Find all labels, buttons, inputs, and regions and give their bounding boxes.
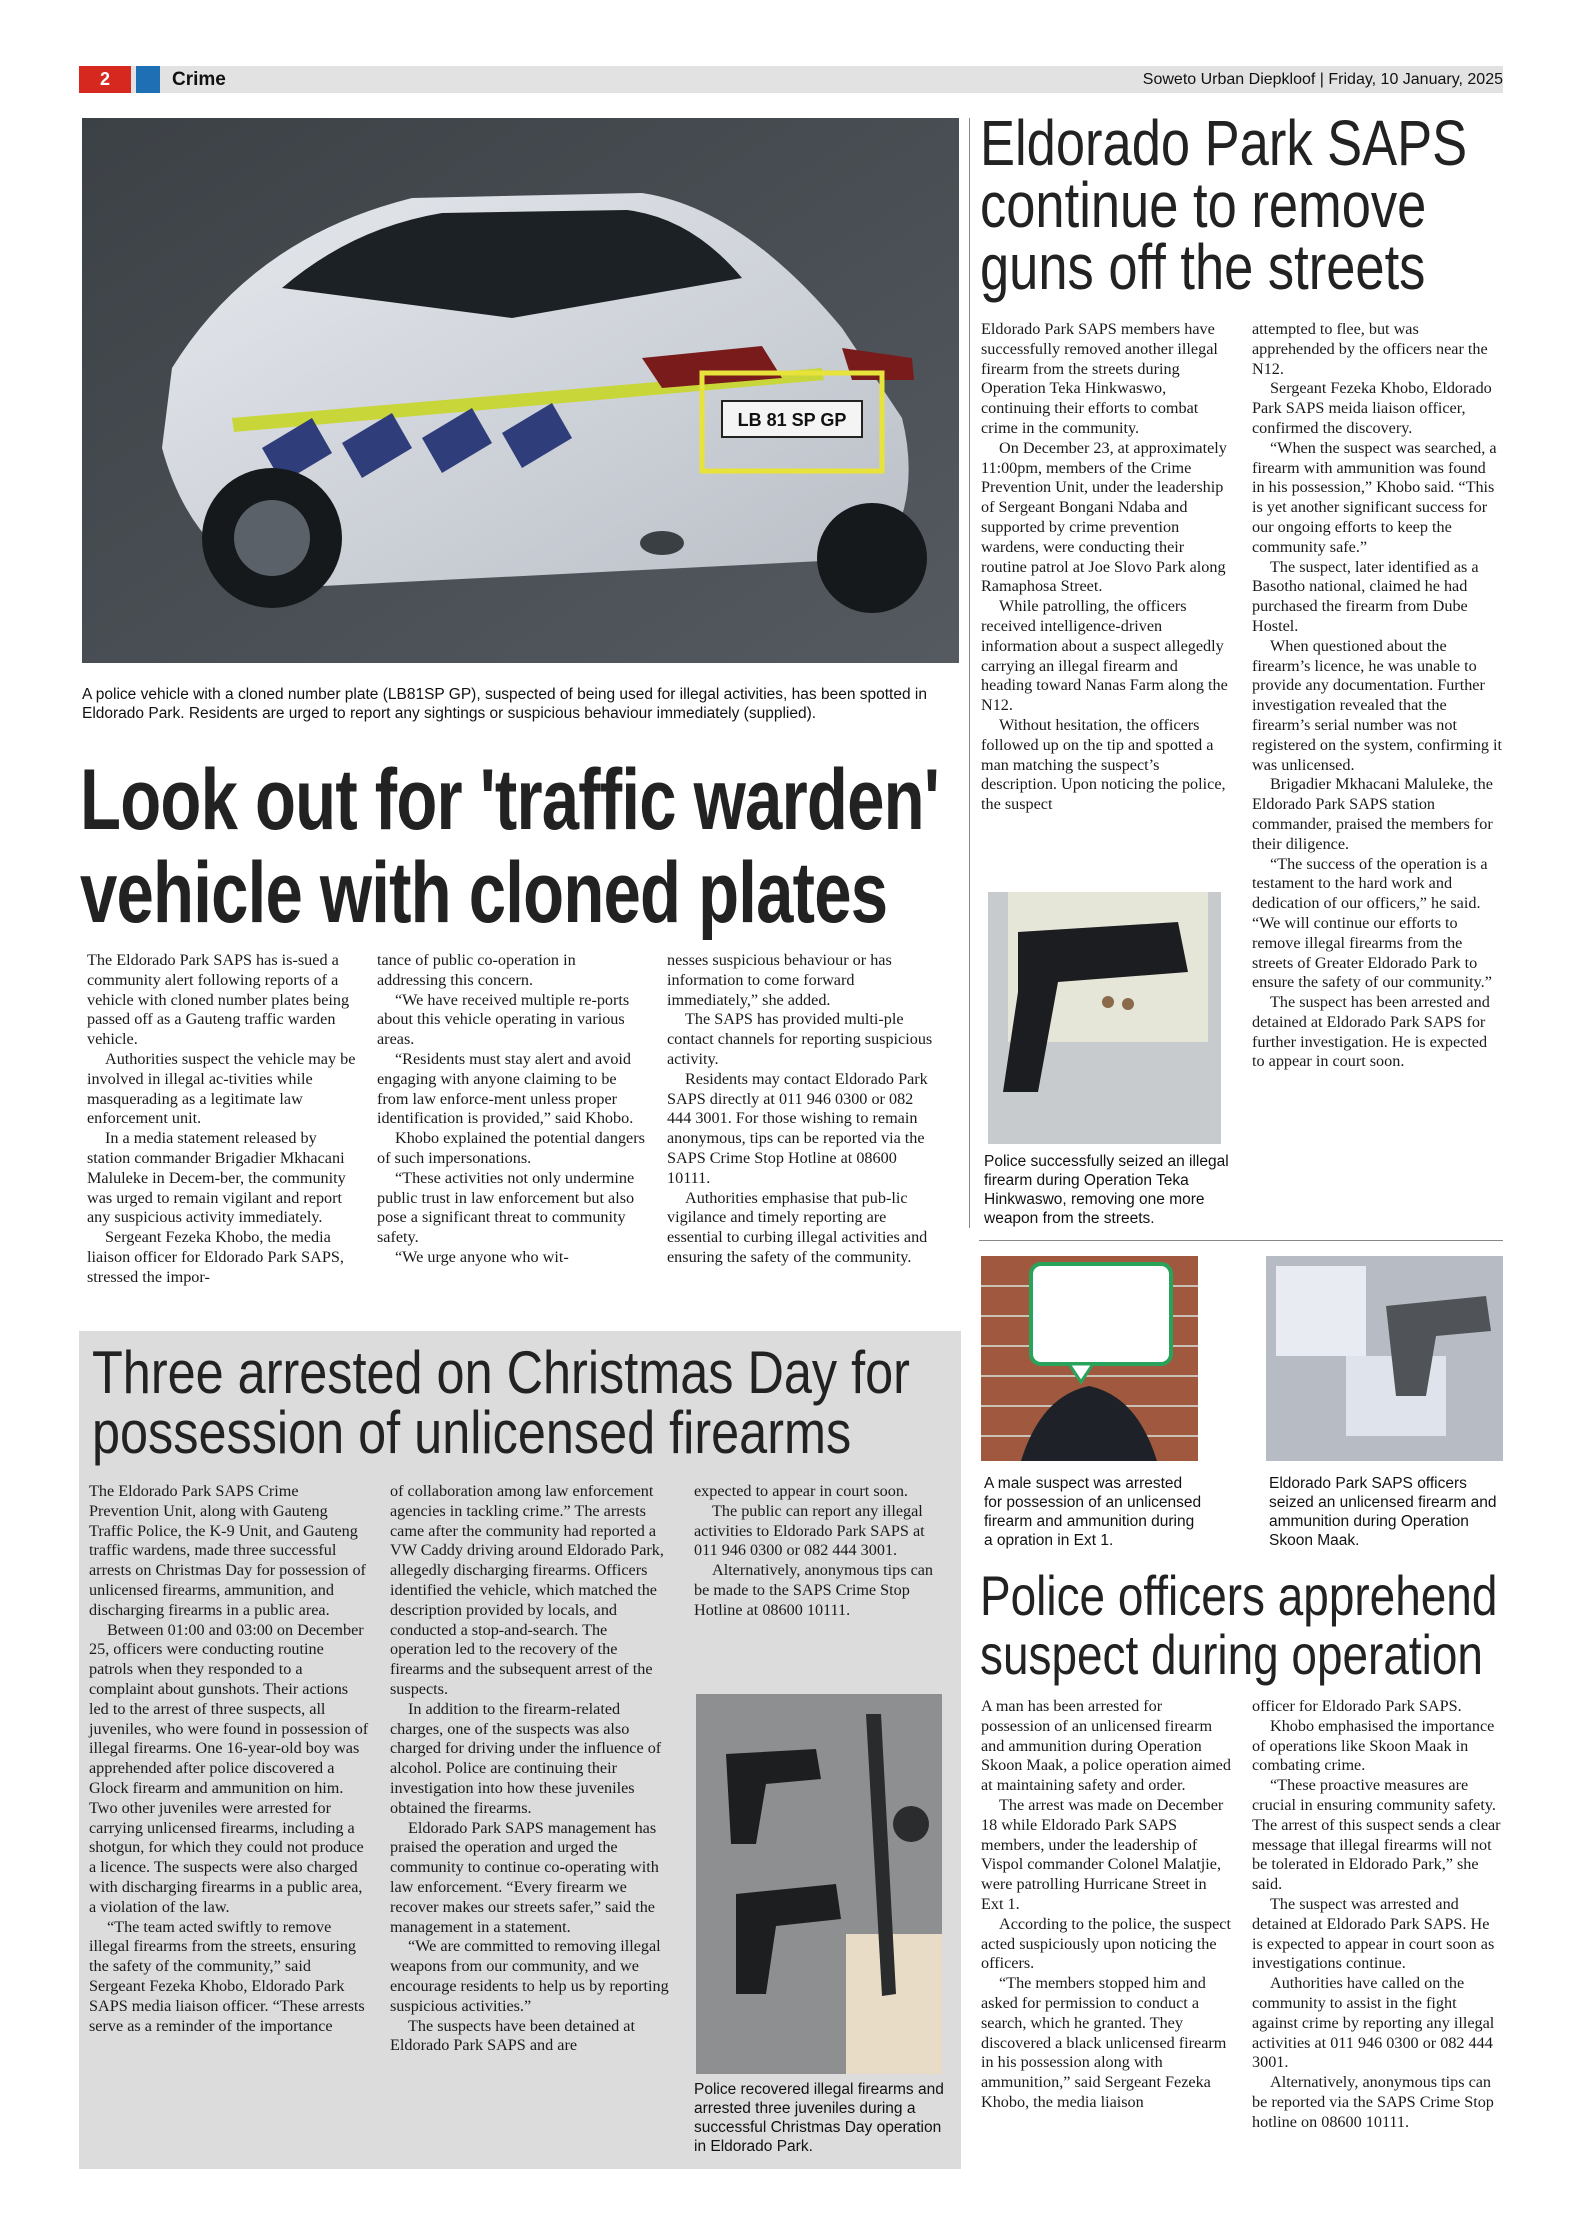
paragraph: On December 23, at approximately 11:00pm, members of the Crime Prevention Unit, under the leadership of Sergeant Bongani Ndaba and supported by crime prevention wardens, were conducting their routine patrol at Joe Slovo Park along Ramaphosa Street. xyxy=(981,438,1227,596)
paragraph: “These proactive measures are crucial in ensuring community safety. The arrest of this suspect sends a clear message that illegal firearms will not be tolerated in Eldorado Park,” she said. xyxy=(1252,1776,1501,1894)
paragraph: Khobo emphasised the importance of operations like Skoon Maak in combating crime. xyxy=(1252,1716,1495,1775)
paragraph: The suspect was arrested and detained at Eldorado Park SAPS. He is expected to appear in court soon as investigations continue. xyxy=(1252,1894,1495,1973)
paragraph: nesses suspicious behaviour or has information to come forward immediately,” she added. xyxy=(667,951,892,1009)
paragraph: The suspects have been detained at Eldorado Park SAPS and are xyxy=(390,2016,635,2055)
main-story-column-2 xyxy=(377,951,647,1268)
paragraph: The suspect has been arrested and detained at Eldorado Park SAPS for further investigation. He is expected to appear in court soon. xyxy=(1252,993,1490,1071)
seized-ammunition-illustration xyxy=(1266,1256,1503,1461)
paragraph: “The team acted swiftly to remove illegal firearms from the streets, ensuring the safety of the community,” said Sergeant Fezeka Khobo, Eldorado Park SAPS media liaison officer. “These arrests serve as a reminder of the importance xyxy=(89,1917,365,2035)
paragraph: When questioned about the firearm’s licence, he was unable to provide any documentation. Further investigation revealed that the firearm’s serial number was not registered on the system, confirming it was unlicensed. xyxy=(1252,636,1502,774)
right-story-column-1 xyxy=(981,320,1231,815)
police-car-illustration xyxy=(82,118,959,663)
paragraph: Alternatively, anonymous tips can be made to the SAPS Crime Stop Hotline at 08600 10111. xyxy=(694,1561,934,1619)
paragraph: “The members stopped him and asked for permission to conduct a search, which he granted. They discovered a black unlicensed firearm in his possession along with ammunition,” said Sergeant Fezeka Khobo, the media liaison xyxy=(981,1974,1227,2111)
paragraph: “We have received multiple re-ports about this vehicle operating in various areas. xyxy=(377,990,630,1049)
section-label: Crime xyxy=(172,69,226,90)
seized-ammunition-photo xyxy=(1266,1256,1503,1461)
main-headline-line2: vehicle with cloned plates xyxy=(80,845,888,941)
paragraph: Sergeant Fezeka Khobo, the media liaison officer for Eldorado Park SAPS, stressed the impor- xyxy=(87,1228,344,1286)
recovered-firearms-caption: Police recovered illegal firearms and arrested three juveniles during a successful Christmas Day operation in Eldorado Park. xyxy=(694,2081,944,2155)
paragraph: According to the police, the suspect acted suspiciously upon noticing the officers. xyxy=(981,1914,1231,1973)
right-headline-line3: guns off the streets xyxy=(980,231,1426,303)
paragraph: In addition to the firearm-related charges, one of the suspects was also charged for driving under the influence of alcohol. Police are continuing their investigation into how these juveniles obtained the firearms. xyxy=(390,1699,662,1817)
suspect-illustration xyxy=(981,1256,1198,1461)
seized-firearm-caption: Police successfully seized an illegal firearm during Operation Teka Hinkwaswo, removing one more weapon from the streets. xyxy=(984,1153,1229,1227)
paragraph: Authorities have called on the community to assist in the fight against crime by reporting any illegal activities at 011 946 0300 or 082 444 3001. xyxy=(1252,1974,1495,2072)
operation-story-column-2 xyxy=(1252,1697,1504,2133)
operation-headline-line1: Police officers apprehend xyxy=(980,1564,1498,1627)
paragraph: “We are committed to removing illegal weapons from our community, and we encourage residents to help us by reporting suspicious activities.” xyxy=(390,1937,669,2015)
paragraph: “The success of the operation is a testament to the hard work and dedication of our officers,” he said. “We will continue our efforts to remove illegal firearms from the streets of Greater Eldorado Park to ensure the safety of our community.” xyxy=(1252,854,1492,992)
section-color-block xyxy=(136,66,160,93)
recovered-firearms-photo xyxy=(696,1694,942,2074)
paragraph: The arrest was made on December 18 while Eldorado Park SAPS members, under the leadership of Vispol commander Colonel Malatjie, were patrolling Hurricane Street in Ext 1. xyxy=(981,1795,1224,1913)
paragraph: Without hesitation, the officers followed up on the tip and spotted a man matching the suspect’s description. Upon noticing the police, the suspect xyxy=(981,715,1226,814)
paragraph: tance of public co-operation in addressing this concern. xyxy=(377,951,576,989)
paragraph: officer for Eldorado Park SAPS. xyxy=(1252,1697,1462,1715)
paragraph: Authorities emphasise that pub-lic vigilance and timely reporting are essential to curbing illegal activities and ensuring the safety of the community. xyxy=(667,1188,928,1266)
paragraph: “Residents must stay alert and avoid engaging with anyone claiming to be from law enforce-ment unless proper identification is provided,” said Khobo. xyxy=(377,1049,634,1128)
suspect-caption: A male suspect was arrested for possession of an unlicensed firearm and ammunition during a opration in Ext 1. xyxy=(984,1475,1202,1549)
suspect-photo xyxy=(981,1256,1198,1461)
christmas-story-column-2 xyxy=(390,1482,672,2056)
paragraph: of collaboration among law enforcement agencies in tackling crime.” The arrests came after the community had reported a VW Caddy driving around Eldorado Park, allegedly discharging firearms. Officers identified the vehicle, which matched the description provided by locals, and conducted a stop-and-search. The operation led to the recovery of the firearms and the subsequent arrest of the suspects. xyxy=(390,1482,664,1698)
column-divider xyxy=(969,118,970,1228)
right-headline-line1: Eldorado Park SAPS xyxy=(980,107,1468,179)
seized-firearm-photo xyxy=(988,892,1221,1144)
paragraph: Khobo explained the potential dangers of such impersonations. xyxy=(377,1129,645,1167)
edition-line: Soweto Urban Diepkloof | Friday, 10 January, 2025 xyxy=(1142,71,1503,88)
main-headline-line1: Look out for 'traffic warden' xyxy=(80,752,939,848)
paragraph: Alternatively, anonymous tips can be reported via the SAPS Crime Stop hotline on 08600 10111. xyxy=(1252,2073,1494,2131)
operation-story-column-1 xyxy=(981,1697,1231,2113)
christmas-story-column-1 xyxy=(89,1482,369,2036)
paragraph: Eldorado Park SAPS members have successfully removed another illegal firearm from the streets during Operation Teka Hinkwaswo, continuing their efforts to combat crime in the community. xyxy=(981,320,1218,437)
paragraph: expected to appear in court soon. xyxy=(694,1482,908,1500)
paragraph: A man has been arrested for possession of an unlicensed firearm and ammunition during Operation Skoon Maak, a police operation aimed at maintaining safety and order. xyxy=(981,1697,1231,1795)
paragraph: attempted to flee, but was apprehended by the officers near the N12. xyxy=(1252,320,1488,378)
right-headline-line2: continue to remove xyxy=(980,169,1427,241)
page-number: 2 xyxy=(79,66,131,93)
paragraph: Residents may contact Eldorado Park SAPS directly at 011 946 0300 or 082 444 3001. For those wishing to remain anonymous, tips can be reported via the SAPS Crime Stop Hotline at 08600 10111. xyxy=(667,1069,928,1187)
main-story-column-1 xyxy=(87,951,362,1288)
paragraph: The SAPS has provided multi-ple contact channels for reporting suspicious activity. xyxy=(667,1010,933,1068)
number-plate-text: LB 81 SP GP xyxy=(737,410,847,430)
christmas-story-column-3 xyxy=(694,1482,949,1621)
paragraph: Eldorado Park SAPS management has praised the operation and urged the community to continue co-operating with law enforcement. “Every firearm we recover makes our streets safer,” said the management in a statement. xyxy=(390,1818,659,1936)
section-divider xyxy=(979,1240,1503,1241)
paragraph: The public can report any illegal activities to Eldorado Park SAPS at 011 946 0300 or 082 444 3001. xyxy=(694,1501,925,1560)
paragraph: “We urge anyone who wit- xyxy=(395,1247,569,1266)
paragraph: Sergeant Fezeka Khobo, Eldorado Park SAPS meida liaison officer, confirmed the discovery. xyxy=(1252,379,1492,437)
police-car-caption: A police vehicle with a cloned number plate (LB81SP GP), suspected of being used for illegal activities, has been spotted in Eldorado Park. Residents are urged to report any sightings or suspicious behaviour immediately (supplied). xyxy=(82,686,927,722)
right-story-column-2 xyxy=(1252,320,1502,1072)
paragraph: While patrolling, the officers received intelligence-driven information about a suspect allegedly carrying an illegal firearm and heading toward Nanas Farm along the N12. xyxy=(981,597,1228,715)
seized-ammunition-caption: Eldorado Park SAPS officers seized an unlicensed firearm and ammunition during Operation Skoon Maak. xyxy=(1269,1475,1497,1549)
recovered-firearms-illustration xyxy=(696,1694,942,2074)
paragraph: In a media statement released by station commander Brigadier Mkhacani Maluleke in Decem-ber, the community was urged to remain vigilant and report any suspicious activity immediately. xyxy=(87,1129,346,1227)
christmas-headline-line2: possession of unlicensed firearms xyxy=(92,1399,852,1466)
paragraph: Between 01:00 and 03:00 on December 25, officers were conducting routine patrols when they responded to a complaint about gunshots. Their actions led to the arrest of three suspects, all juveniles, who were found in possession of illegal firearms. One 16-year-old boy was apprehended after police discovered a Glock firearm and ammunition on him. Two other juveniles were arrested for carrying unlicensed firearms, including a shotgun, for which they could not produce a licence. The suspects were also charged with discharging firearms in a public area, a violation of the law. xyxy=(89,1620,369,1916)
main-story-column-3 xyxy=(667,951,939,1268)
paragraph: The Eldorado Park SAPS Crime Prevention Unit, along with Gauteng Traffic Police, the K-9 Unit, and Gauteng traffic wardens, made three successful arrests on Christmas Day for possession of unlicensed firearms, ammunition, and discharging firearms in a public area. xyxy=(89,1482,366,1619)
paragraph: The Eldorado Park SAPS has is-sued a community alert following reports of a vehicle with cloned number plates being passed off as a Gauteng traffic warden vehicle. xyxy=(87,951,350,1049)
paragraph: Authorities suspect the vehicle may be involved in illegal ac-tivities while masquerading as a legitimate law enforcement unit. xyxy=(87,1049,356,1128)
paragraph: The suspect, later identified as a Basotho national, claimed he had purchased the firearm from Dube Hostel. xyxy=(1252,557,1479,635)
firearm-illustration xyxy=(988,892,1221,1144)
paragraph: “When the suspect was searched, a firearm with ammunition was found in his possession,” Khobo said. “This is yet another significant success for our ongoing efforts to keep the community safe.” xyxy=(1252,438,1497,556)
christmas-headline-line1: Three arrested on Christmas Day for xyxy=(92,1339,910,1406)
paragraph: “These activities not only undermine public trust in law enforcement but also pose a significant threat to community safety. xyxy=(377,1168,635,1247)
operation-headline-line2: suspect during operation xyxy=(980,1623,1483,1686)
paragraph: Brigadier Mkhacani Maluleke, the Eldorado Park SAPS station commander, praised the members for their diligence. xyxy=(1252,775,1493,853)
police-car-photo xyxy=(82,118,959,663)
